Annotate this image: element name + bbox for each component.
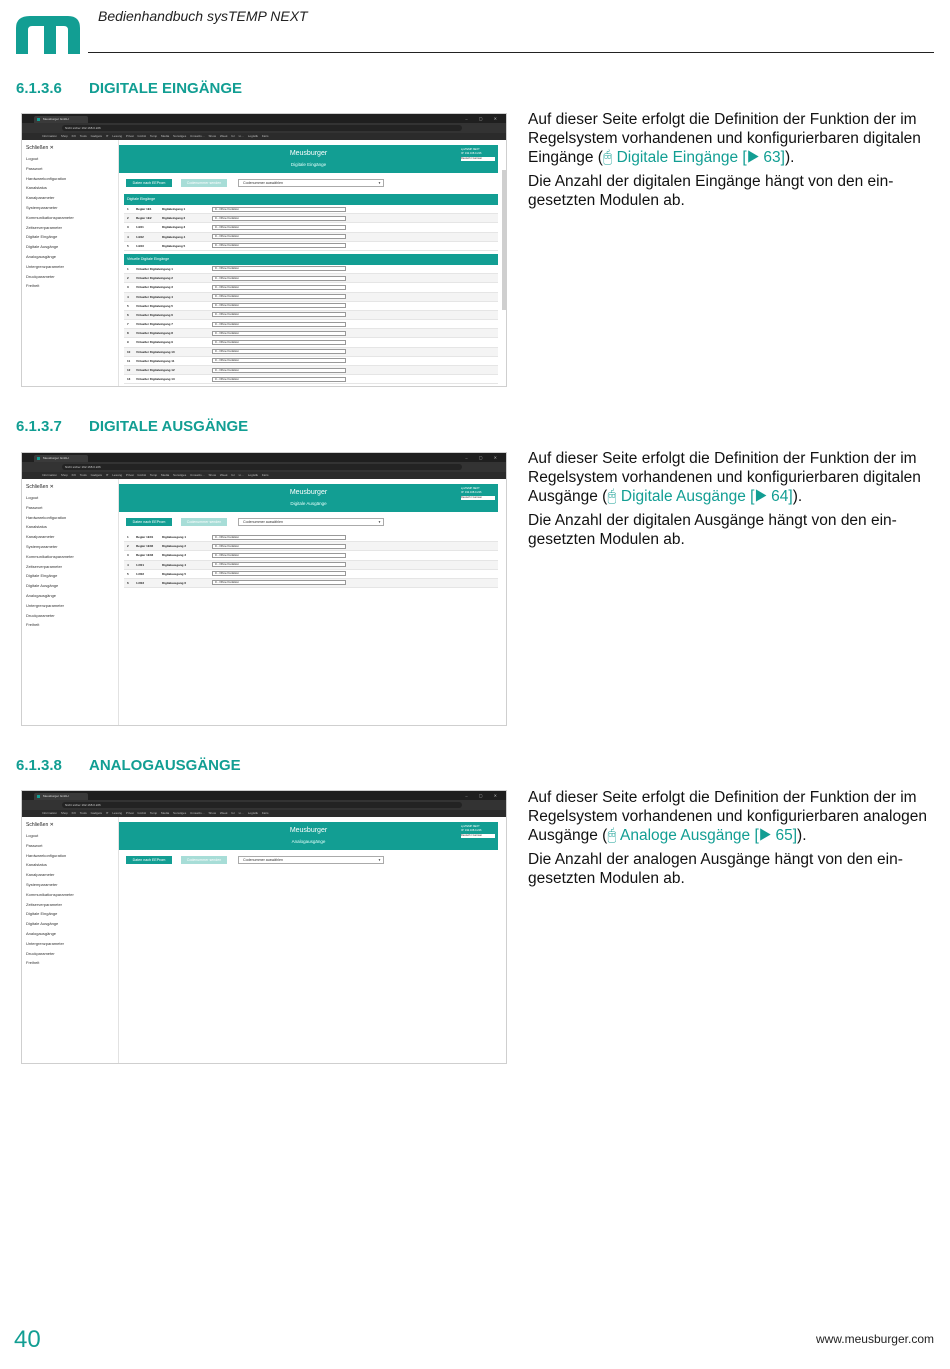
function-select[interactable]: 0 - Ohne Funktion [212, 294, 346, 299]
bookmarks-bar [22, 133, 506, 140]
favicon-icon [37, 457, 40, 460]
group-header: Virtuelle Digitale Eingänge [124, 254, 498, 265]
toolbar [126, 179, 406, 187]
code-select-value: Codenummer auswählen [243, 858, 283, 862]
rows-digital-outputs [124, 533, 498, 588]
table-cell: 4 [127, 294, 129, 299]
tab-label: Meusburger GmbH [43, 117, 69, 121]
meusburger-logo [16, 14, 80, 54]
table-cell: Regler 1E1 [136, 207, 152, 211]
sidebar-item[interactable]: Kommunikationsparameter [26, 553, 74, 559]
bookmarks-bar [22, 472, 506, 479]
page-banner [119, 822, 498, 850]
function-select[interactable]: 0 - Ohne Funktion [212, 562, 346, 567]
document-title: Bedienhandbuch sysTEMP NEXT [98, 8, 308, 24]
send-code-button[interactable]: Codenummer senden [181, 179, 227, 187]
section-heading-analogausgaenge [16, 757, 241, 774]
table-cell: 4 [127, 234, 129, 239]
table-cell: 13 [127, 377, 131, 382]
info-line: sysTEMP NEXT [461, 487, 480, 490]
bookmarks[interactable]: Information Shop Kfz Tools Gadgets IT Lesung Privat GmbH Temp Media Sonstiges Umsatzs… Show Week for Li… Logistik Fairs [42, 473, 269, 477]
sidebar-item[interactable]: Kanalstatus [26, 185, 47, 191]
text: ). [784, 149, 795, 166]
sidebar-close-button[interactable]: Schließen ✕ [26, 145, 54, 151]
table-cell: Virtueller Digitaleingang 7 [136, 322, 173, 327]
table-cell: 2 [127, 276, 129, 281]
description-paragraph: Die Anzahl der digitalen Eingänge hängt von den eingesetzten Modulen ab. [528, 173, 894, 209]
sidebar-item[interactable]: Kanalparameter [26, 534, 55, 540]
bookmarks[interactable]: Information Shop Kfz Tools Gadgets IT Lesung Privat GmbH Temp Media Sonstiges Umsatzs… Show Week for Li… Logistik Fairs [42, 134, 269, 138]
function-select[interactable]: 0 - Ohne Funktion [212, 580, 346, 585]
sidebar-item[interactable]: Untergrenzparameter [26, 602, 65, 608]
sidebar-item[interactable]: Digitale Ausgänge [26, 244, 59, 250]
table-row [124, 274, 498, 283]
text: Auf dieser Seite erfolgt die Definition der Funktion der im Regelsystem vorhandenen und konfigurierbaren analogen Ausgänge ( [528, 789, 927, 844]
sidebar-item[interactable]: Zeitserverparameter [26, 901, 63, 907]
table-cell: Virtueller Digitaleingang 2 [136, 276, 173, 281]
table-cell: Virtueller Digitaleingang 12 [136, 368, 175, 372]
function-select[interactable]: 0 - Ohne Funktion [212, 368, 346, 373]
security-label: Nicht sicher [65, 803, 81, 807]
section-description [528, 110, 938, 215]
table-cell: 1.D03 [136, 580, 145, 585]
table-row [124, 348, 498, 357]
inputs-table [124, 194, 498, 384]
window-controls[interactable]: – ▢ ✕ [465, 793, 502, 798]
sidebar-item[interactable]: Digitale Ausgänge [26, 583, 59, 589]
tab-label: Meusburger GmbH [43, 794, 69, 798]
cross-reference-link[interactable]: 🖰 Analoge Ausgänge [▶ 65] [607, 827, 798, 844]
table-row [124, 293, 498, 302]
table-cell: Virtueller Digitaleingang 5 [136, 303, 173, 308]
language-select[interactable]: Deutsch / German [461, 834, 495, 838]
sidebar-item[interactable]: Hardwarekonfiguration [26, 514, 67, 520]
main-content [119, 140, 506, 386]
table-row [124, 205, 498, 214]
table-cell: Regler 1E03 [136, 553, 154, 558]
table-cell: Virtueller Digitaleingang 11 [136, 358, 175, 363]
window-controls[interactable]: – ▢ ✕ [465, 116, 502, 121]
sidebar-item[interactable]: Freiheit [26, 283, 40, 289]
code-select-value: Codenummer auswählen [243, 520, 283, 524]
function-select[interactable]: 0 - Ohne Funktion [212, 331, 346, 336]
table-row [124, 242, 498, 251]
chevron-down-icon: ▼ [378, 181, 381, 185]
cross-reference-link[interactable]: 🖰 Digitale Eingänge [▶ 63] [602, 149, 785, 166]
table-cell: Virtueller Digitaleingang 3 [136, 285, 173, 290]
sidebar-item[interactable]: Freiheit [26, 960, 40, 966]
website: www.meusburger.com [815, 1332, 934, 1346]
browser-tab[interactable] [34, 793, 88, 800]
table-cell: 2 [127, 216, 129, 221]
function-select[interactable]: 0 - Ohne Funktion [212, 216, 346, 221]
url-value: 192.168.0.226 [81, 126, 101, 130]
table-row [124, 223, 498, 232]
code-select[interactable] [238, 856, 384, 864]
brand-title: Meusburger [289, 827, 328, 834]
browser-tab[interactable] [34, 455, 88, 462]
table-cell: Virtueller Digitaleingang 9 [136, 340, 173, 345]
sidebar-item[interactable]: Druckparameter [26, 612, 55, 618]
main-content [119, 817, 506, 1063]
url-value: 192.168.0.226 [81, 465, 101, 469]
address-bar [22, 800, 506, 810]
table-cell: Digitalausgang 4 [162, 562, 187, 567]
url-text [65, 803, 101, 807]
function-select[interactable]: 0 - Ohne Funktion [212, 553, 346, 558]
rows-virtual-inputs [124, 265, 498, 384]
sidebar-item[interactable]: Passwort [26, 165, 43, 171]
text: Auf dieser Seite erfolgt die Definition der Funktion der im Regelsystem vorhandenen und konfigurierbaren digitalen Eingänge ( [528, 111, 921, 166]
table-cell: Digitaleingang 5 [162, 243, 186, 248]
page-number: 40 [14, 1326, 41, 1353]
url-text [65, 465, 101, 469]
browser-tabbar [22, 114, 506, 123]
sidebar-close-button[interactable]: Schließen ✕ [26, 484, 54, 490]
function-select[interactable]: 0 - Ohne Funktion [212, 535, 346, 540]
sidebar [22, 479, 119, 725]
info-line: sysTEMP NEXT [461, 148, 480, 151]
save-eeprom-button[interactable]: Daten nach EEProm [126, 518, 172, 526]
table-cell: 7 [127, 322, 129, 327]
function-select[interactable]: 0 - Ohne Funktion [212, 243, 346, 248]
table-row [124, 329, 498, 338]
sidebar-item[interactable]: Logout [26, 833, 39, 838]
toolbar [126, 856, 406, 864]
sidebar-item[interactable]: Systemparameter [26, 204, 58, 210]
table-cell: 1 [127, 207, 129, 211]
device-info [461, 148, 495, 161]
rows-digital-inputs [124, 205, 498, 251]
page-subtitle: Analogausgänge [291, 839, 326, 844]
text: ). [797, 827, 807, 844]
browser-tab[interactable] [34, 116, 88, 123]
table-cell: Regler 1E01 [136, 535, 154, 539]
table-cell: 1.E03 [136, 243, 144, 248]
table-row [124, 302, 498, 311]
info-line: IP: 192.168.0.226 [461, 491, 482, 494]
section-number: 6.1.3.8 [16, 757, 62, 774]
table-cell: Digitaleingang 1 [162, 207, 186, 211]
function-select[interactable]: 0 - Ohne Funktion [212, 544, 346, 549]
function-select[interactable]: 0 - Ohne Funktion [212, 303, 346, 308]
table-cell: 5 [127, 571, 129, 576]
table-row [124, 338, 498, 347]
sidebar-item[interactable]: Kommunikationsparameter [26, 891, 74, 897]
bookmarks[interactable]: Information Shop Kfz Tools Gadgets IT Lesung Privat GmbH Temp Media Sonstiges Umsatzs… Show Week for Li… Logistik Fairs [42, 811, 269, 815]
table-cell: 5 [127, 303, 129, 308]
function-select[interactable]: 0 - Ohne Funktion [212, 225, 346, 230]
table-row [124, 233, 498, 242]
function-select[interactable]: 0 - Ohne Funktion [212, 312, 346, 317]
table-cell: 5 [127, 243, 129, 248]
table-cell: 8 [127, 331, 129, 336]
sidebar-close-button[interactable]: Schließen ✕ [26, 822, 54, 828]
table-cell: Regler 1E2 [136, 216, 152, 221]
table-cell: 9 [127, 340, 129, 345]
sidebar-item[interactable]: Kanalparameter [26, 195, 55, 201]
url-field[interactable] [62, 802, 462, 808]
sidebar-item[interactable]: Untergrenzparameter [26, 940, 65, 946]
sidebar-menu [26, 154, 74, 291]
screenshot-analogausgaenge [21, 790, 507, 1064]
info-line: IP: 192.168.0.226 [461, 152, 482, 155]
table-cell: Digitalausgang 1 [162, 535, 187, 539]
save-eeprom-button[interactable]: Daten nach EEProm [126, 179, 172, 187]
sidebar-item[interactable]: Kommunikationsparameter [26, 214, 74, 220]
group-header: Digitale Eingänge [124, 194, 498, 205]
sidebar-item[interactable]: Digitale Eingänge [26, 234, 58, 240]
table-cell: Digitaleingang 4 [162, 234, 186, 239]
table-cell: 1.E02 [136, 234, 144, 239]
security-label: Nicht sicher [65, 465, 81, 469]
sidebar-item[interactable]: Systemparameter [26, 881, 58, 887]
page-subtitle: Digitale Ausgänge [290, 501, 327, 506]
sidebar-item[interactable]: Logout [26, 495, 39, 500]
table-cell: Virtueller Digitaleingang 13 [136, 377, 175, 382]
sidebar-item[interactable]: Digitale Ausgänge [26, 921, 59, 927]
table-cell: Digitalausgang 6 [162, 580, 187, 585]
description-paragraph: Die Anzahl der analogen Ausgänge hängt von den eingesetzten Modulen ab. [528, 851, 903, 887]
table-cell: Digitalausgang 2 [162, 544, 187, 549]
sidebar-item[interactable]: Kanalstatus [26, 524, 47, 530]
bookmarks-bar [22, 810, 506, 817]
main-content [119, 479, 506, 725]
description-paragraph: Die Anzahl der digitalen Ausgänge hängt von den eingesetzten Modulen ab. [528, 512, 897, 548]
sidebar [22, 140, 119, 386]
table-cell: Virtueller Digitaleingang 8 [136, 331, 173, 336]
url-field[interactable] [62, 125, 462, 131]
table-cell: 1.D01 [136, 562, 145, 567]
sidebar-item[interactable]: Analogausgänge [26, 253, 57, 259]
brand-title: Meusburger [289, 489, 328, 496]
table-row [124, 320, 498, 329]
url-text [65, 126, 101, 130]
table-cell: Virtueller Digitaleingang 1 [136, 266, 173, 271]
sidebar-item[interactable]: Systemparameter [26, 543, 58, 549]
page-banner [119, 145, 498, 173]
sidebar-item[interactable]: Untergrenzparameter [26, 263, 65, 269]
sidebar-item[interactable]: Hardwarekonfiguration [26, 852, 67, 858]
sidebar-item[interactable]: Analogausgänge [26, 930, 57, 936]
table-cell: Virtueller Digitaleingang 6 [136, 312, 173, 317]
info-line: IP: 192.168.0.226 [461, 829, 482, 832]
table-row [124, 579, 498, 588]
table-cell: 1 [127, 535, 129, 539]
favicon-icon [37, 118, 40, 121]
sidebar-item[interactable]: Freiheit [26, 622, 40, 628]
table-cell: 11 [127, 358, 131, 363]
sidebar-item[interactable]: Analogausgänge [26, 592, 57, 598]
function-select[interactable]: 0 - Ohne Funktion [212, 340, 346, 345]
security-label: Nicht sicher [65, 126, 81, 130]
code-select[interactable] [238, 179, 384, 187]
table-cell: Digitalausgang 3 [162, 553, 187, 558]
code-select-value: Codenummer auswählen [243, 181, 283, 185]
sidebar-menu [26, 493, 74, 630]
table-cell: Digitalausgang 5 [162, 571, 187, 576]
table-cell: 3 [127, 553, 129, 558]
table-cell: Virtueller Digitaleingang 10 [136, 349, 175, 354]
table-row [124, 570, 498, 579]
scrollbar[interactable] [502, 170, 506, 310]
section-number: 6.1.3.7 [16, 418, 62, 435]
table-cell: 1.E01 [136, 225, 144, 230]
table-cell: 4 [127, 562, 129, 567]
sidebar-item[interactable]: Passwort [26, 504, 43, 510]
sidebar-menu [26, 831, 74, 968]
function-select[interactable]: 0 - Ohne Funktion [212, 266, 346, 271]
function-select[interactable]: 0 - Ohne Funktion [212, 358, 346, 363]
sidebar [22, 817, 119, 1063]
sidebar-item[interactable]: Druckparameter [26, 950, 55, 956]
function-select[interactable]: 0 - Ohne Funktion [212, 322, 346, 327]
table-cell: 2 [127, 544, 129, 549]
save-eeprom-button[interactable]: Daten nach EEProm [126, 856, 172, 864]
function-select[interactable]: 0 - Ohne Funktion [212, 349, 346, 354]
table-row [124, 551, 498, 560]
screenshot-digitale-ausgaenge [21, 452, 507, 726]
sidebar-item[interactable]: Hardwarekonfiguration [26, 175, 67, 181]
sidebar-item[interactable]: Kanalparameter [26, 872, 55, 878]
browser-tabbar [22, 453, 506, 462]
device-info [461, 487, 495, 500]
table-cell: Regler 1E02 [136, 544, 154, 549]
section-title: DIGITALE AUSGÄNGE [89, 418, 249, 435]
sidebar-item[interactable]: Druckparameter [26, 273, 55, 279]
function-select[interactable]: 0 - Ohne Funktion [212, 276, 346, 281]
table-row [124, 283, 498, 292]
section-description [528, 449, 938, 554]
function-select[interactable]: 0 - Ohne Funktion [212, 285, 346, 290]
sidebar-item[interactable]: Zeitserverparameter [26, 563, 63, 569]
language-select[interactable]: Deutsch / German [461, 157, 495, 161]
text: ). [792, 488, 803, 505]
sidebar-item[interactable]: Passwort [26, 842, 43, 848]
section-title: DIGITALE EINGÄNGE [89, 80, 243, 97]
cross-reference-link[interactable]: 🖰 Digitale Ausgänge [▶ 64] [607, 488, 793, 505]
table-row [124, 542, 498, 551]
favicon-icon [37, 795, 40, 798]
info-line: sysTEMP NEXT [461, 825, 480, 828]
window-controls[interactable]: – ▢ ✕ [465, 455, 502, 460]
code-select[interactable] [238, 518, 384, 526]
function-select[interactable]: 0 - Ohne Funktion [212, 207, 346, 212]
description-paragraph [528, 788, 938, 845]
table-row [124, 265, 498, 274]
brand-title: Meusburger [289, 150, 328, 157]
device-info [461, 825, 495, 838]
description-paragraph [528, 449, 938, 506]
page-subtitle: Digitale Eingänge [290, 162, 327, 167]
table-cell: 6 [127, 312, 129, 317]
table-row [124, 357, 498, 366]
description-paragraph [528, 110, 938, 167]
text: Auf dieser Seite erfolgt die Definition der Funktion der im Regelsystem vorhandenen und konfigurierbaren digitalen Ausgänge ( [528, 450, 921, 505]
table-row [124, 214, 498, 223]
table-cell: 10 [127, 349, 131, 354]
table-cell: 3 [127, 285, 129, 290]
section-title: ANALOGAUSGÄNGE [89, 757, 241, 774]
send-code-button[interactable]: Codenummer senden [181, 518, 227, 526]
section-description [528, 788, 938, 893]
chevron-down-icon: ▼ [378, 520, 381, 524]
table-row [124, 311, 498, 320]
function-select[interactable]: 0 - Ohne Funktion [212, 571, 346, 576]
outputs-table [124, 533, 498, 588]
tab-label: Meusburger GmbH [43, 456, 69, 460]
sidebar-item[interactable]: Digitale Eingänge [26, 911, 58, 917]
function-select[interactable]: 0 - Ohne Funktion [212, 234, 346, 239]
language-select[interactable]: Deutsch / German [461, 496, 495, 500]
sidebar-item[interactable]: Digitale Eingänge [26, 573, 58, 579]
sidebar-item[interactable]: Zeitserverparameter [26, 224, 63, 230]
send-code-button[interactable]: Codenummer senden [181, 856, 227, 864]
url-field[interactable] [62, 464, 462, 470]
screenshot-digitale-eingaenge [21, 113, 507, 387]
table-cell: 12 [127, 368, 131, 372]
table-row [124, 533, 498, 542]
toolbar [126, 518, 406, 526]
table-cell: 6 [127, 580, 129, 585]
section-heading-digitale-eingaenge [16, 80, 242, 97]
table-row [124, 561, 498, 570]
browser-tabbar [22, 791, 506, 800]
table-row [124, 375, 498, 384]
table-cell: 1.D02 [136, 571, 145, 576]
section-number: 6.1.3.6 [16, 80, 62, 97]
page-banner [119, 484, 498, 512]
table-row [124, 366, 498, 375]
table-cell: Digitaleingang 3 [162, 225, 186, 230]
address-bar [22, 462, 506, 472]
table-cell: Digitaleingang 2 [162, 216, 186, 221]
function-select[interactable]: 0 - Ohne Funktion [212, 377, 346, 382]
address-bar [22, 123, 506, 133]
chevron-down-icon: ▼ [378, 858, 381, 862]
sidebar-item[interactable]: Kanalstatus [26, 862, 47, 868]
header-divider [88, 52, 934, 53]
table-cell: 3 [127, 225, 129, 230]
sidebar-item[interactable]: Logout [26, 156, 39, 161]
table-cell: Virtueller Digitaleingang 4 [136, 294, 173, 299]
section-heading-digitale-ausgaenge [16, 418, 248, 435]
table-cell: 1 [127, 266, 129, 271]
url-value: 192.168.0.226 [81, 803, 101, 807]
